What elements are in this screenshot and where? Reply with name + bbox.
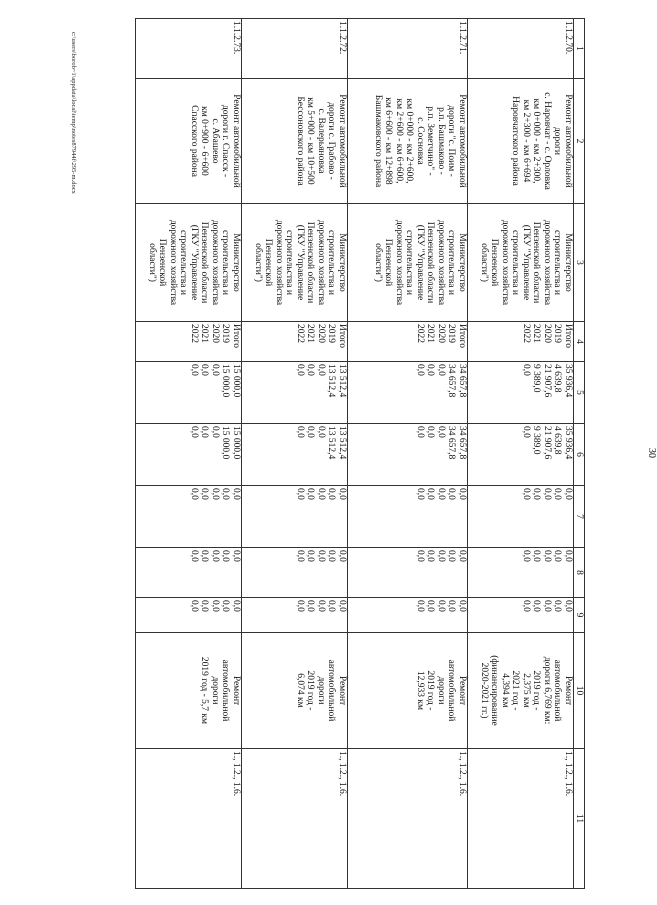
col-header-9: 9 [574,598,585,633]
cell-line: 0,0 [425,426,436,438]
cell-line: 0,0 [521,488,531,500]
cell-line: Пензенской [489,238,500,287]
cell-line: 0,0 [305,426,316,438]
cell-line: 0,0 [316,426,326,438]
cell-line: 15 000,0 [231,364,241,398]
value-cell-7 [136,486,242,548]
cell-line: 2019 год - [305,670,316,711]
cell-line: 0,0 [552,488,563,500]
cell-line: 0,0 [436,600,446,612]
value-cell-8 [468,548,574,598]
cell-line: 0,0 [210,600,220,612]
cell-line: 0,0 [415,488,425,500]
cell-line: дороги [316,676,326,705]
cell-line: 21 907,6 [542,426,552,460]
cell-line: Министерство [457,233,467,292]
cell-line: 0,0 [199,426,210,438]
cell-line: км 5+000 - км 10+500 [305,97,316,185]
cell-line: области") [253,243,263,282]
cell-line: 4 639,8 [552,426,563,455]
cell-line: 2022 [189,324,199,343]
cell-line: 0,0 [220,600,231,612]
result-cell [136,633,242,749]
cell-line: дорожного хозяйства [210,219,220,306]
cell-line: Пензенской [383,238,394,287]
value-cell-7 [468,486,574,548]
cell-line: 2020-2021 гг.) [479,662,489,719]
cell-line: 0,0 [220,550,231,562]
cell-line: дорожного хозяйства [542,219,552,306]
cell-line: 1.1.2.72. [337,21,347,55]
cell-line: 12,933 км [415,670,425,711]
cell-line: строительства и [178,230,189,295]
cell-line: Пензенской области [425,221,436,304]
code-cell [468,749,574,889]
value-cell-9 [136,598,242,633]
cell-line: р.п. Башмаково - [436,107,446,175]
col-header-10: 10 [574,633,585,749]
cell-line: 0,0 [199,600,210,612]
cell-line: с. Валерьяновка [316,108,326,174]
cell-line: 0,0 [305,550,316,562]
cell-line: дороги [552,126,563,156]
cell-line: 2020 [210,324,220,343]
cell-line: 0,0 [436,426,446,438]
cell-line: Ремонт [457,675,467,706]
cell-line: строительства и [284,230,295,295]
cell-line: 2021 [305,324,316,343]
table-row [136,19,242,889]
col-header-2: 2 [574,79,585,204]
cell-line: автомобильной [220,659,231,722]
cell-line: 0,0 [521,550,531,562]
cell-line: Итого [231,324,241,349]
page-number: 30 [646,448,657,458]
cell-line: Пензенской области [199,221,210,304]
cell-line: 4,394 км [500,673,510,708]
value-cell-8 [136,548,242,598]
cell-line: 34 657,8 [446,426,457,460]
cell-line: 0,0 [337,600,347,612]
name-cell [348,79,468,204]
years-cell [348,322,468,362]
cell-line: 34 657,8 [457,364,467,398]
cell-line: Ремонт [231,675,241,706]
cell-line: 0,0 [542,600,552,612]
value-cell-5 [136,362,242,424]
cell-line: строительства и [552,230,563,295]
cell-line: Итого [337,324,347,349]
value-cell-6 [348,424,468,486]
cell-line: 0,0 [446,488,457,500]
cell-line: Спасского района [189,105,199,177]
cell-line: 0,0 [563,550,573,562]
cell-line: 0,0 [295,488,305,500]
result-cell [468,633,574,749]
cell-line: 2021 год - [510,670,521,711]
years-cell [136,322,242,362]
cell-line: 0,0 [446,550,457,562]
cell-line: 0,0 [425,364,436,376]
cell-line: 0,0 [415,600,425,612]
cell-line: дороги [436,676,446,705]
value-cell-9 [242,598,348,633]
col-header-3: 3 [574,204,585,322]
cell-line: 2,375 км [521,673,531,708]
cell-line: 13 512,4 [326,426,337,460]
cell-line: 2020 [316,324,326,343]
cell-line: 2020 [542,324,552,343]
cell-line: с. Сосновка [415,117,425,165]
cell-line: дороги 6,769 км: [542,656,552,725]
cell-line: 4 639,8 [552,364,563,393]
cell-line: 0,0 [425,488,436,500]
table-row [242,19,348,889]
cell-line: Министерство [231,233,241,292]
executor-cell [348,204,468,322]
cell-line: 0,0 [425,600,436,612]
cell-line: 1., 1.2., 1.6. [563,751,573,797]
cell-line: км 2+300 - км 6+694 [521,99,531,183]
name-cell [242,79,348,204]
cell-line: 2019 [220,324,231,343]
cell-line: 35 936,4 [563,426,573,460]
cell-line: области") [479,243,489,282]
cell-line: 0,0 [425,550,436,562]
value-cell-9 [468,598,574,633]
cell-line: км 0+000 - км 2+600, [404,98,415,184]
cell-line: Итого [563,324,573,349]
cell-line: строительства и [446,230,457,295]
cell-line: 0,0 [446,600,457,612]
cell-line: Ремонт автомобильной [563,94,573,188]
cell-line: 13 512,4 [337,364,347,398]
cell-line: км 0+900 - 6+600 [199,106,210,176]
cell-line: дороги с. Грабово - [326,102,337,180]
value-cell-5 [348,362,468,424]
cell-line: 1.1.2.71. [457,21,467,55]
cell-line: 0,0 [316,364,326,376]
cell-line: 0,0 [199,550,210,562]
cell-line: 0,0 [210,488,220,500]
cell-line: с. Наровчат - с. Орловка [542,92,552,190]
cell-line: 0,0 [295,600,305,612]
cell-line: Ремонт [337,675,347,706]
id-cell [242,19,348,79]
cell-line: 1., 1.2., 1.6. [337,751,347,797]
code-cell [136,749,242,889]
cell-line: 15 000,0 [220,426,231,460]
cell-line: 0,0 [337,550,347,562]
code-cell [348,749,468,889]
cell-line: автомобильной [326,659,337,722]
cell-line: Ремонт автомобильной [231,94,241,188]
cell-line: Ремонт автомобильной [337,94,347,188]
cell-line: 1., 1.2., 1.6. [231,751,241,797]
cell-line: 0,0 [210,426,220,438]
cell-line: 2019 год - [425,670,436,711]
cell-line: Итого [457,324,467,349]
cell-line: (ГКУ "Управление [189,224,199,301]
col-header-1: 1 [574,19,585,79]
cell-line: 0,0 [305,600,316,612]
cell-line: Пензенской [157,238,168,287]
cell-line: 0,0 [542,488,552,500]
cell-line: 6,074 км [295,673,305,708]
cell-line: 2022 [295,324,305,343]
cell-line: (финансирование [489,655,500,726]
cell-line: строительства и [326,230,337,295]
value-cell-6 [468,424,574,486]
executor-cell [136,204,242,322]
cell-line: 34 657,8 [457,426,467,460]
cell-line: 0,0 [531,600,542,612]
cell-line: автомобильной [552,659,563,722]
value-cell-7 [348,486,468,548]
table-row [468,19,574,889]
cell-line: 0,0 [531,488,542,500]
value-cell-5 [468,362,574,424]
cell-line: 0,0 [326,488,337,500]
cell-line: 2019 год - 5,7 км [199,656,210,725]
cell-line: строительства и [220,230,231,295]
cell-line: 0,0 [531,550,542,562]
col-header-8: 8 [574,548,585,598]
cell-line: 35 936,4 [563,364,573,398]
rotated-page [70,18,657,888]
col-header-6: 6 [574,424,585,486]
cell-line: (ГКУ "Управление [415,224,425,301]
cell-line: 2019 год - [531,670,542,711]
cell-line: 0,0 [521,426,531,438]
cell-line: дорожного хозяйства [168,219,178,306]
cell-line: 15 000,0 [231,426,241,460]
years-cell [468,322,574,362]
cell-line: км 0+000 - км 2+300, [531,98,542,184]
value-cell-7 [242,486,348,548]
cell-line: дорожного хозяйства [500,219,510,306]
cell-line: 0,0 [210,550,220,562]
cell-line: 0,0 [436,550,446,562]
table-row [348,19,468,889]
cell-line: 1.1.2.70. [563,21,573,55]
years-cell [242,322,348,362]
id-cell [136,19,242,79]
col-header-4: 4 [574,322,585,362]
cell-line: 0,0 [542,550,552,562]
cell-line: дорожного хозяйства [436,219,446,306]
cell-line: 0,0 [199,364,210,376]
cell-line: 0,0 [457,488,467,500]
cell-line: 15 000,0 [220,364,231,398]
cell-line: 0,0 [337,488,347,500]
cell-line: Министерство [337,233,347,292]
name-cell [136,79,242,204]
cell-line: строительства и [404,230,415,295]
value-cell-8 [348,548,468,598]
name-cell [468,79,574,204]
cell-line: автомобильной [446,659,457,722]
cell-line: км 2+600 - км 6+600, [394,98,404,184]
cell-line: Башмаковского района [373,94,383,188]
cell-line: 0,0 [295,550,305,562]
cell-line: 2022 [415,324,425,343]
cell-line: 13 512,4 [337,426,347,460]
id-cell [468,19,574,79]
id-cell [348,19,468,79]
cell-line: 0,0 [316,600,326,612]
cell-line: км 6+600 - км 12+898 [383,97,394,185]
cell-line: 0,0 [415,364,425,376]
cell-line: 1.1.2.73. [231,21,241,55]
cell-line: 0,0 [189,488,199,500]
cell-line: (ГКУ "Управление [521,224,531,301]
col-header-7: 7 [574,486,585,548]
cell-line: 0,0 [231,488,241,500]
cell-line: 0,0 [189,550,199,562]
cell-line: 0,0 [231,600,241,612]
cell-line: 0,0 [563,600,573,612]
cell-line: с. Абашево [210,118,220,164]
cell-line: 0,0 [436,364,446,376]
cell-line: 0,0 [521,600,531,612]
value-cell-6 [136,424,242,486]
file-path-footer: c:\users\borob~1\appdata\local\temp\notes87944f\295-m.docx [70,32,77,194]
cell-line: 0,0 [552,600,563,612]
cell-line: 9 389,0 [531,426,542,455]
cell-line: 2019 [552,324,563,343]
cell-line: 1., 1.2., 1.6. [457,751,467,797]
cell-line: 0,0 [457,550,467,562]
cell-line: дорожного хозяйства [316,219,326,306]
code-cell [242,749,348,889]
cell-line: 21 907,6 [542,364,552,398]
cell-line: 0,0 [316,550,326,562]
cell-line: 0,0 [220,488,231,500]
cell-line: 0,0 [326,600,337,612]
cell-line: 0,0 [231,550,241,562]
cell-line: 2021 [425,324,436,343]
cell-line: 13 512,4 [326,364,337,398]
cell-line: Пензенской области [531,221,542,304]
column-number-row [574,19,585,889]
cell-line: 0,0 [457,600,467,612]
cell-line: дорожного хозяйства [274,219,284,306]
cell-line: 0,0 [199,488,210,500]
cell-line: 2021 [199,324,210,343]
value-cell-5 [242,362,348,424]
value-cell-8 [242,548,348,598]
cell-line: 0,0 [563,488,573,500]
cell-line: 0,0 [521,364,531,376]
cell-line: 0,0 [189,364,199,376]
cell-line: строительства и [510,230,521,295]
col-header-5: 5 [574,362,585,424]
cell-line: 0,0 [305,364,316,376]
cell-line: дороги [210,676,220,705]
executor-cell [242,204,348,322]
cell-line: 0,0 [415,426,425,438]
cell-line: дорожного хозяйства [394,219,404,306]
executor-cell [468,204,574,322]
col-header-11: 11 [574,749,585,889]
cell-line: дороги "с. Поим - [446,105,457,177]
cell-line: 0,0 [415,550,425,562]
cell-line: (ГКУ "Управление [295,224,305,301]
cell-line: Министерство [563,233,573,292]
cell-line: р.п. Земетчино" - [425,106,436,176]
cell-line: 0,0 [552,550,563,562]
cell-line: 0,0 [295,364,305,376]
cell-line: Пензенской области [305,221,316,304]
result-cell [348,633,468,749]
cell-line: 2019 [446,324,457,343]
cell-line: 0,0 [210,364,220,376]
cell-line: 0,0 [189,600,199,612]
cell-line: Наровчатского района [510,96,521,186]
cell-line: 2022 [521,324,531,343]
cell-line: 0,0 [316,488,326,500]
cell-line: 0,0 [436,488,446,500]
cell-line: 2021 [531,324,542,343]
cell-line: 0,0 [295,426,305,438]
cell-line: области") [147,243,157,282]
cell-line: дороги г. Спасск - [220,104,231,178]
cell-line: Пензенской [263,238,274,287]
cell-line: области") [373,243,383,282]
cell-line: 0,0 [305,488,316,500]
cell-line: 9 389,0 [531,364,542,393]
cell-line: 2019 [326,324,337,343]
cell-line: 0,0 [326,550,337,562]
cell-line: Ремонт [563,675,573,706]
cell-line: 34 657,8 [446,364,457,398]
value-cell-9 [348,598,468,633]
result-cell [242,633,348,749]
cell-line: Бессоновского района [295,96,305,186]
value-cell-6 [242,424,348,486]
cell-line: 0,0 [189,426,199,438]
cell-line: 2020 [436,324,446,343]
program-table [135,18,585,889]
cell-line: Ремонт автомобильной [457,94,467,188]
